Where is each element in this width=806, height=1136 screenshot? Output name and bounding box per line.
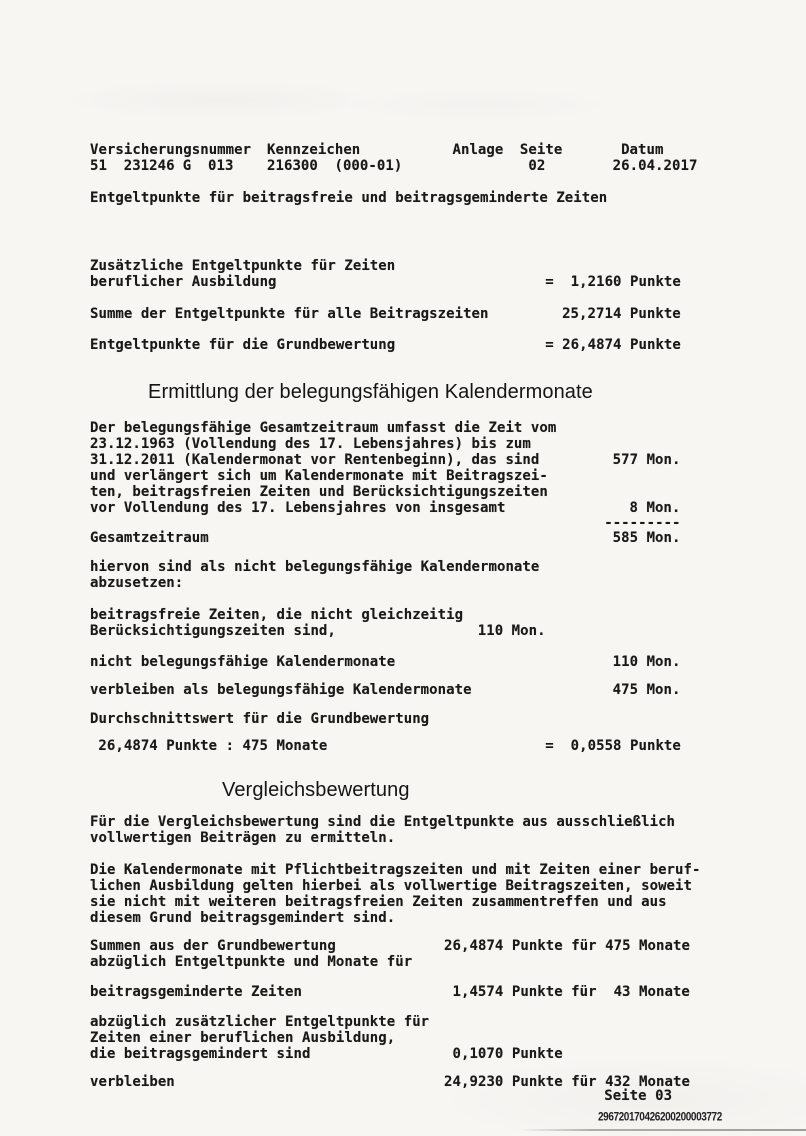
header-label-seite: Seite	[519, 142, 563, 158]
line-verbleiben-belegungsfaehige: verbleiben als belegungsfähige Kalendermonate	[90, 682, 472, 698]
value-summe-entgeltpunkte: 25,2714 Punkte	[562, 306, 681, 322]
line-vergleichsbewertung-absatz2-1: Die Kalendermonate mit Pflichtbeitragszeiten und mit Zeiten einer beruf-	[90, 862, 701, 878]
header-label-kennzeichen: Kennzeichen	[267, 142, 361, 158]
line-beitragsfreie-zeiten-2: Berücksichtigungszeiten sind,	[90, 623, 336, 639]
line-nicht-belegungsfaehige: nicht belegungsfähige Kalendermonate	[90, 654, 396, 670]
value-entgeltpunkte-grundbewertung: = 26,4874 Punkte	[545, 337, 681, 353]
footer-reference-number: 296720170426200200003772	[598, 1110, 722, 1124]
line-durchschnittswert-titel: Durchschnittswert für die Grundbewertung	[90, 711, 430, 727]
line-hiervon-1: hiervon sind als nicht belegungsfähige Kalendermonate	[90, 559, 540, 575]
header-label-datum: Datum	[621, 142, 664, 158]
header-value-kennzeichen: 216300	[267, 158, 318, 174]
header-value-vsnr-3: G	[182, 158, 192, 174]
value-summen-grundbewertung: 26,4874 Punkte für 475 Monate	[444, 938, 690, 954]
line-vergleichsbewertung-absatz2-4: diesem Grund beitragsgemindert sind.	[90, 910, 396, 926]
line-summe-entgeltpunkte: Summe der Entgeltpunkte für alle Beitragszeiten	[90, 306, 489, 322]
section-heading-vergleichsbewertung: Vergleichsbewertung	[222, 779, 410, 801]
header-label-anlage: Anlage	[452, 142, 504, 158]
sum-divider-dashes: ---------	[604, 515, 681, 531]
header-value-seite: 02	[528, 158, 546, 174]
line-vergleichsbewertung-absatz2-2: lichen Ausbildung gelten hierbei als vollwertige Beitragszeiten, soweit	[90, 878, 692, 894]
line-gesamtzeitraum-absatz-3: 31.12.2011 (Kalendermonat vor Rentenbeginn), das sind	[90, 452, 540, 468]
value-zusaetzliche-entgeltpunkte: = 1,2160 Punkte	[545, 274, 681, 290]
line-zusaetzliche-entgeltpunkte-1: Zusätzliche Entgeltpunkte für Zeiten	[90, 258, 396, 274]
line-gesamtzeitraum-absatz-1: Der belegungsfähige Gesamtzeitraum umfasst die Zeit vom	[90, 420, 557, 436]
line-beitragsgeminderte-zeiten: beitragsgeminderte Zeiten	[90, 984, 302, 1000]
next-page-indicator: Seite 03	[604, 1088, 673, 1104]
document-title: Entgeltpunkte für beitragsfreie und beitragsgeminderte Zeiten	[90, 190, 608, 206]
line-entgeltpunkte-grundbewertung: Entgeltpunkte für die Grundbewertung	[90, 337, 396, 353]
value-durchschnittswert: = 0,0558 Punkte	[545, 738, 681, 754]
line-gesamtzeitraum-absatz-6: vor Vollendung des 17. Lebensjahres von insgesamt	[90, 500, 506, 516]
line-gesamtzeitraum-summe: Gesamtzeitraum	[90, 530, 209, 546]
line-summen-grundbewertung-1: Summen aus der Grundbewertung	[90, 938, 336, 954]
value-beitragsfreie-monate: 110 Mon.	[477, 623, 546, 639]
scan-edge-line	[520, 1129, 806, 1131]
line-vergleichsbewertung-absatz1-2: vollwertigen Beiträgen zu ermitteln.	[90, 830, 396, 846]
line-vergleichsbewertung-absatz1-1: Für die Vergleichsbewertung sind die Entgeltpunkte aus ausschließlich	[90, 814, 676, 830]
header-value-vsnr-1: 51	[90, 158, 107, 174]
line-gesamtzeitraum-absatz-4: und verlängert sich um Kalendermonate mit Beitragszei-	[90, 468, 548, 484]
line-gesamtzeitraum-absatz-2: 23.12.1963 (Vollendung des 17. Lebensjahres) bis zum	[90, 436, 531, 452]
line-hiervon-2: abzusetzen:	[90, 575, 184, 591]
value-verlaengerung-monate: 8 Mon.	[629, 500, 681, 516]
header-label-versicherungsnummer: Versicherungsnummer	[90, 142, 252, 158]
line-summen-grundbewertung-2: abzüglich Entgeltpunkte und Monate für	[90, 954, 413, 970]
header-value-kennzeichen-suffix: (000-01)	[334, 158, 403, 174]
line-beitragsfreie-zeiten-1: beitragsfreie Zeiten, die nicht gleichzeitig	[90, 607, 464, 623]
line-durchschnittswert-rechnung: 26,4874 Punkte : 475 Monate	[98, 738, 328, 754]
line-vergleichsbewertung-absatz2-3: sie nicht mit weiteren beitragsfreien Zeiten zusammentreffen und aus	[90, 894, 667, 910]
header-value-vsnr-4: 013	[208, 158, 234, 174]
line-zusaetzliche-entgeltpunkte-2: beruflicher Ausbildung	[90, 274, 277, 290]
value-abzug-ausbildung: 0,1070 Punkte	[452, 1046, 563, 1062]
header-value-vsnr-2: 231246	[123, 158, 175, 174]
value-gesamtzeitraum-monate: 585 Mon.	[612, 530, 681, 546]
value-zeitraum-monate: 577 Mon.	[612, 452, 681, 468]
line-abzueglich-zusaetzlicher-3: die beitragsgemindert sind	[90, 1046, 311, 1062]
line-abzueglich-zusaetzlicher-2: Zeiten einer beruflichen Ausbildung,	[90, 1030, 396, 1046]
line-verbleiben-ergebnis: verbleiben	[90, 1074, 175, 1090]
value-verbleiben: 24,9230 Punkte für 432 Monate	[444, 1074, 690, 1090]
header-value-datum: 26.04.2017	[612, 158, 698, 174]
value-beitragsgeminderte-zeiten: 1,4574 Punkte für 43 Monate	[452, 984, 690, 1000]
line-abzueglich-zusaetzlicher-1: abzüglich zusätzlicher Entgeltpunkte für	[90, 1014, 430, 1030]
value-belegungsfaehige-monate: 475 Mon.	[612, 682, 681, 698]
section-heading-ermittlung: Ermittlung der belegungsfähigen Kalendermonate	[148, 381, 593, 403]
line-gesamtzeitraum-absatz-5: ten, beitragsfreien Zeiten und Berücksichtigungszeiten	[90, 484, 548, 500]
value-nicht-belegungsfaehige-monate: 110 Mon.	[612, 654, 681, 670]
